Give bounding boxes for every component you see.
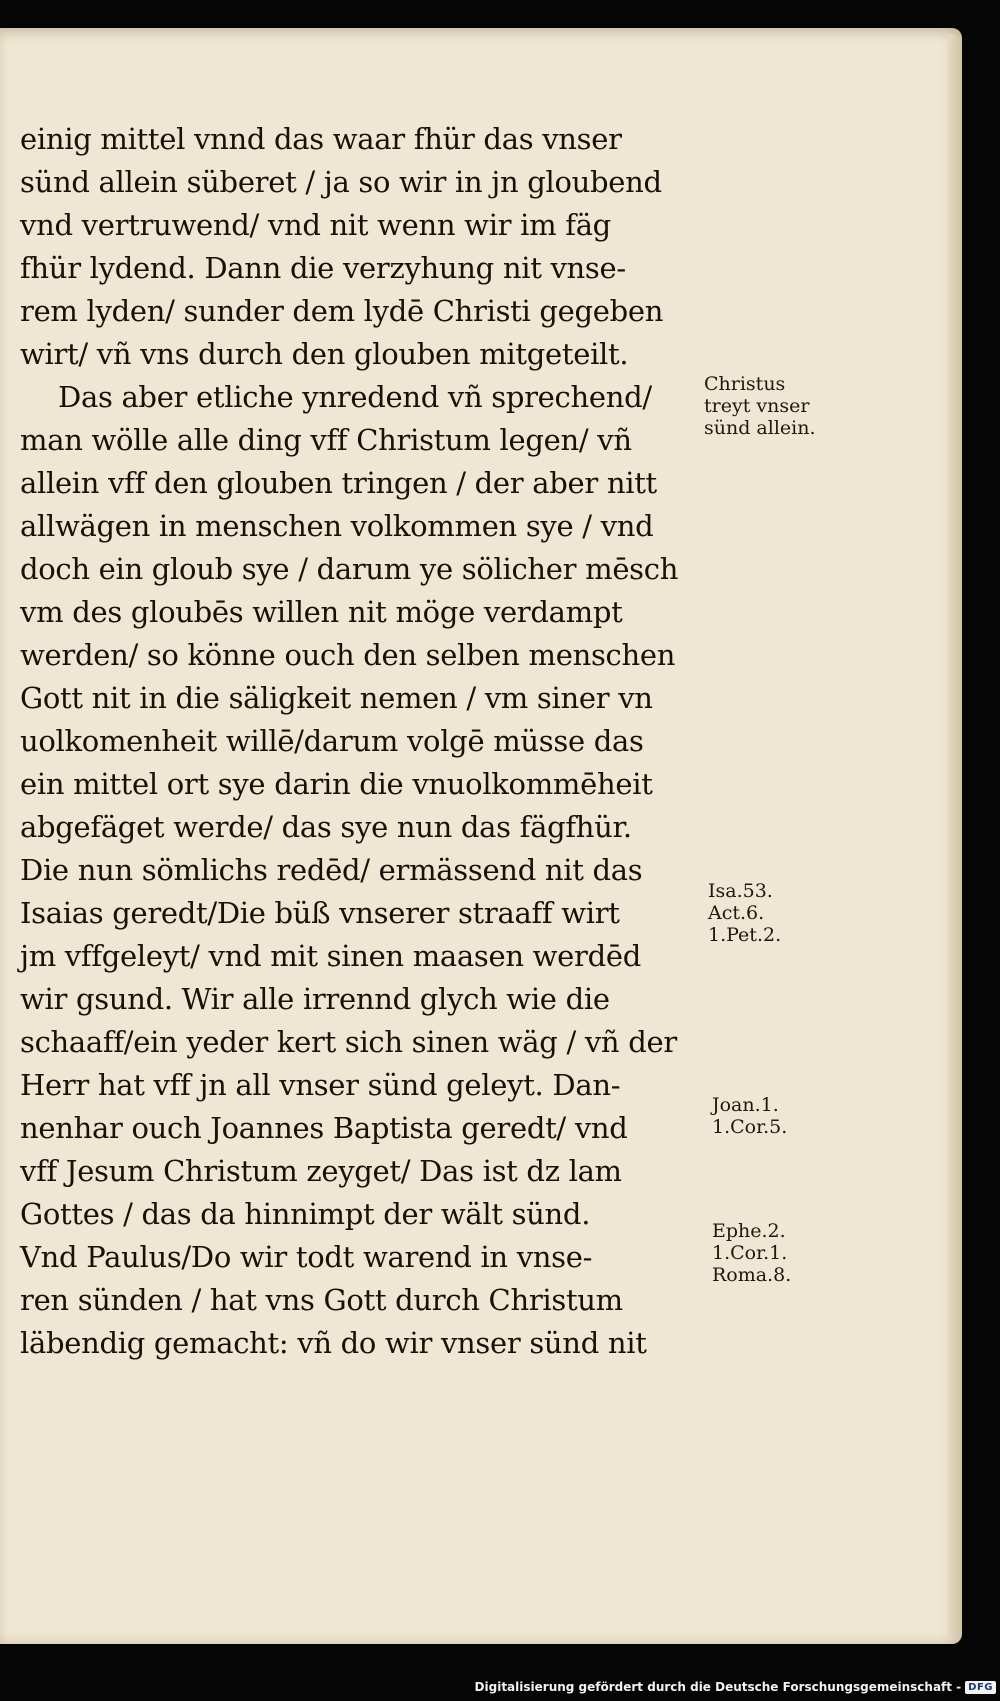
text-line: vm des gloubēs willen nit möge verdampt (20, 595, 623, 629)
text-line: allwägen in menschen volkommen sye / vnd (20, 509, 654, 543)
text-line: einig mittel vnnd das waar fhür das vnser (20, 122, 622, 156)
text-line: läbendig gemacht: vñ do wir vnser sünd nit (20, 1326, 647, 1360)
margin-note-line: Roma.8. (712, 1264, 792, 1286)
text-line: wir gsund. Wir alle irrennd glych wie die (20, 982, 610, 1016)
text-line: uolkomenheit willē/darum volgē müsse das (20, 724, 644, 758)
footer-credit (475, 1677, 996, 1697)
margin-note-isa (708, 880, 781, 946)
footer-text: Digitalisierung gefördert durch die Deutsche Forschungsgemeinschaft - (474, 1680, 962, 1694)
margin-note-line: treyt vnser (704, 395, 810, 417)
text-line: Das aber etliche ynredend vñ sprechend/ (58, 380, 652, 414)
text-line: vnd vertruwend/ vnd nit wenn wir im fäg (20, 208, 611, 242)
main-text-block (20, 118, 710, 1365)
text-line: doch ein gloub sye / darum ye sölicher mēsch (20, 552, 679, 586)
margin-note-ephe (712, 1220, 791, 1286)
dfg-logo: DFG (965, 1681, 996, 1694)
margin-note-line: Joan.1. (712, 1094, 779, 1116)
text-line: allein vff den glouben tringen / der aber nitt (20, 466, 657, 500)
margin-note-line: sünd allein. (704, 417, 816, 439)
text-line: rem lyden/ sunder dem lydē Christi gegeben (20, 294, 664, 328)
margin-note-line: 1.Cor.5. (712, 1116, 788, 1138)
margin-note-line: 1.Pet.2. (708, 924, 782, 946)
text-line: Gottes / das da hinnimpt der wält sünd. (20, 1197, 591, 1231)
text-line: Isaias geredt/Die büß vnserer straaff wirt (20, 896, 620, 930)
text-line: schaaff/ein yeder kert sich sinen wäg / vñ der (20, 1025, 677, 1059)
page-edge (948, 34, 962, 1638)
text-line: nenhar ouch Joannes Baptista geredt/ vnd (20, 1111, 628, 1145)
text-line: jm vffgeleyt/ vnd mit sinen maasen werdēd (20, 939, 641, 973)
text-line: fhür lydend. Dann die verzyhung nit vnse- (20, 251, 626, 285)
text-line: ren sünden / hat vns Gott durch Christum (20, 1283, 623, 1317)
text-line: Vnd Paulus/Do wir todt warend in vnse- (20, 1240, 593, 1274)
margin-note-line: Act.6. (708, 902, 765, 924)
text-line: werden/ so könne ouch den selben menschen (20, 638, 676, 672)
text-line: Gott nit in die säligkeit nemen / vm siner vn (20, 681, 653, 715)
text-line: Herr hat vff jn all vnser sünd geleyt. Dan- (20, 1068, 621, 1102)
text-line: ein mittel ort sye darin die vnuolkommēheit (20, 767, 653, 801)
margin-note-line: Ephe.2. (712, 1220, 786, 1242)
text-line: man wölle alle ding vff Christum legen/ vñ (20, 423, 632, 457)
text-line: sünd allein süberet / ja so wir in jn gloubend (20, 165, 662, 199)
margin-note-joan (712, 1094, 787, 1138)
text-line: vff Jesum Christum zeyget/ Das ist dz lam (20, 1154, 622, 1188)
margin-note-christus (704, 373, 816, 439)
text-line: wirt/ vñ vns durch den glouben mitgeteilt. (20, 337, 629, 371)
margin-note-line: Isa.53. (708, 880, 773, 902)
margin-note-line: 1.Cor.1. (712, 1242, 788, 1264)
text-line: abgefäget werde/ das sye nun das fägfhür. (20, 810, 632, 844)
text-line: Die nun sömlichs redēd/ ermässend nit das (20, 853, 643, 887)
margin-note-line: Christus (704, 373, 786, 395)
